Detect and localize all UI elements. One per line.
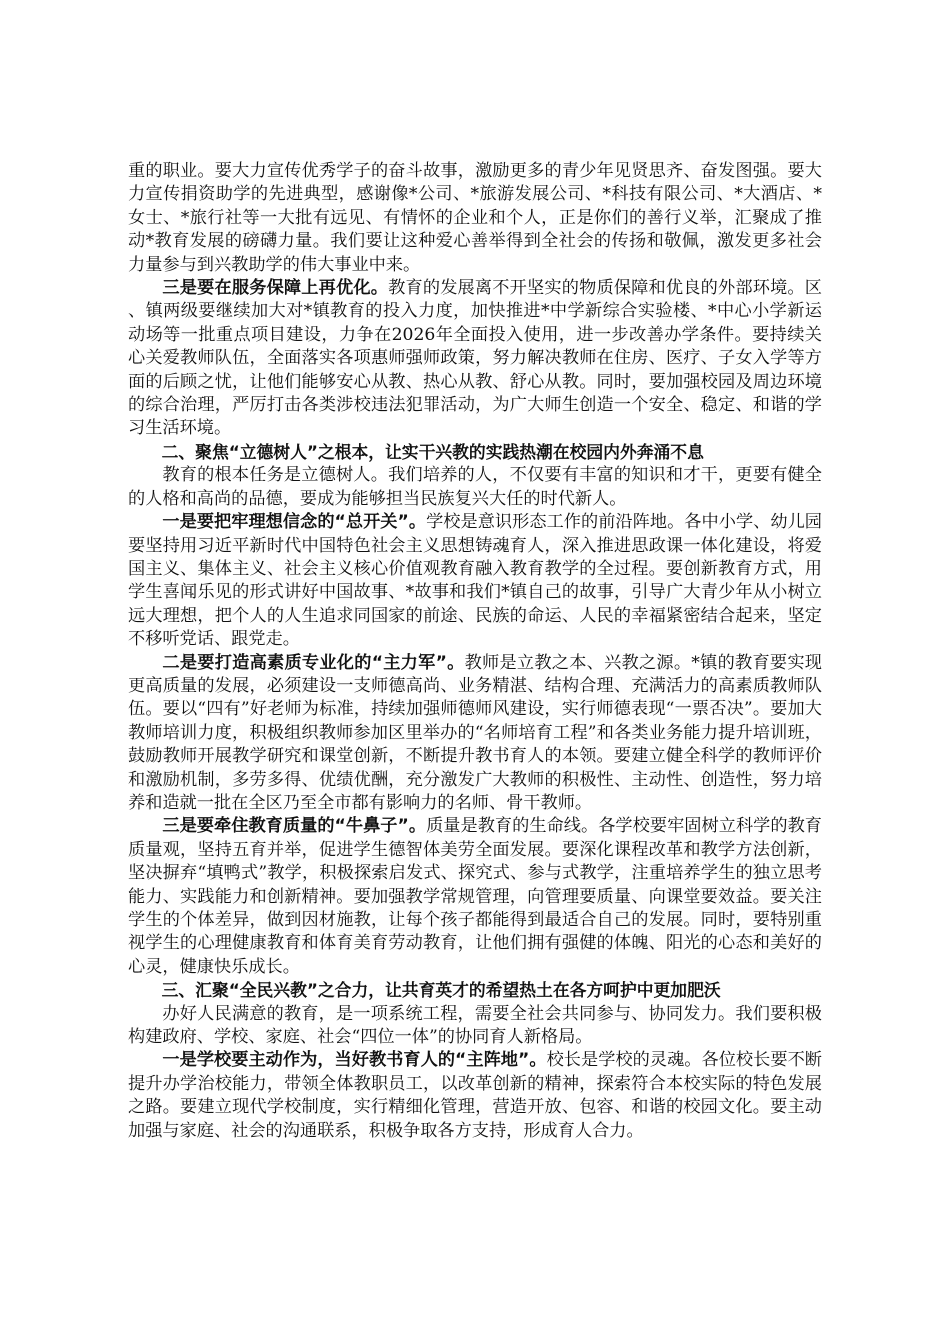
- paragraph-text: 办好人民满意的教育，是一项系统工程，需要全社会共同参与、协同发力。我们要积极构建政府、学校、家庭、社会“四位一体”的协同育人新格局。: [128, 1003, 822, 1048]
- paragraph-text: 教师是立教之本、兴教之源。*镇的教育要实现更高质量的发展，必须建设一支师德高尚、业务精湛、结构合理、充满活力的高素质教师队伍。要以“四有”好老师为标准，持续加强师德师风建设，实行师德表现“一票否决”。要加大教师培训力度，积极组织教师参加区里举办的“名师培育工程”和各类业务能力提升培训班，鼓励教师开展教学研究和课堂创新，不断提升教书育人的本领。要建立健全科学的教师评价和激励机制，多劳多得、优绩优酬，充分激发广大教师的积极性、主动性、创造性，努力培养和造就一批在全区乃至全市都有影响力的名师、骨干教师。: [128, 652, 822, 813]
- paragraph-ideals: [128, 511, 822, 651]
- paragraph-text: 质量是教育的生命线。各学校要牢固树立科学的教育质量观，坚持五育并举，促进学生德智体美劳全面发展。要深化课程改革和教学方法创新，坚决摒弃“填鸭式”教学，积极探索启发式、探究式、参与式教学，注重培养学生的独立思考能力、实践能力和创新精神。要加强教学常规管理，向管理要质量、向课堂要效益。要关注学生的个体差异，做到因材施教，让每个孩子都能得到最适合自己的发展。同时，要特别重视学生的心理健康教育和体育美育劳动教育，让他们拥有强健的体魄、阳光的心态和美好的心灵，健康快乐成长。: [128, 816, 822, 977]
- paragraph-text: 重的职业。要大力宣传优秀学子的奋斗故事，激励更多的青少年见贤思齐、奋发图强。要大力宣传捐资助学的先进典型，感谢像*公司、*旅游发展公司、*科技有限公司、*大酒店、*女士、*旅行社等一大批有远见、有情怀的企业和个人，正是你们的善行义举，汇聚成了推动*教育发展的磅礴力量。我们要让这种爱心善举得到全社会的传扬和敬佩，激发更多社会力量参与到兴教助学的伟大事业中来。: [128, 161, 822, 275]
- paragraph-schools: [128, 1049, 822, 1143]
- paragraph-intro-2: [128, 464, 822, 511]
- paragraph-lead: 三是要在服务保障上再优化。: [162, 278, 389, 299]
- document-body: [128, 160, 822, 1143]
- paragraph-text: 教育的根本任务是立德树人。我们培养的人，不仅要有丰富的知识和才干，更要有健全的人格和高尚的品德，要成为能够担当民族复兴大任的时代新人。: [128, 465, 822, 509]
- section-heading-2: 二、聚焦“立德树人”之根本，让实干兴教的实践热潮在校园内外奔涌不息: [161, 441, 704, 462]
- section-heading-3: 三、汇聚“全民兴教”之合力，让共育英才的希望热土在各方呵护中更加肥沃: [161, 980, 721, 1001]
- paragraph-intro-3: [128, 1003, 822, 1050]
- paragraph-lead: 一是学校要主动作为，当好教书育人的“主阵地”。: [162, 1050, 547, 1071]
- paragraph-lead: 二是要打造高素质专业化的“主力军”。: [162, 652, 465, 673]
- paragraph-service-guarantee: [128, 277, 822, 441]
- paragraph-lead: 三是要牵住教育质量的“牛鼻子”。: [162, 816, 427, 837]
- paragraph-teachers: [128, 652, 822, 816]
- paragraph-quality: [128, 815, 822, 979]
- paragraph-continued: [128, 160, 822, 277]
- paragraph-lead: 一是要把牢理想信念的“总开关”。: [162, 512, 427, 533]
- paragraph-text: 学校是意识形态工作的前沿阵地。各中小学、幼儿园要坚持用习近平新时代中国特色社会主义思想铸魂育人，深入推进思政课一体化建设，将爱国主义、集体主义、社会主义核心价值观教育融入教育教学的全过程。要创新教育方式，用学生喜闻乐见的形式讲好中国故事、*故事和我们*镇自己的故事，引导广大青少年从小树立远大理想，把个人的人生追求同国家的前途、民族的命运、人民的幸福紧密结合起来，坚定不移听党话、跟党走。: [128, 512, 822, 650]
- paragraph-text: 校长是学校的灵魂。各位校长要不断提升办学治校能力，带领全体教职员工，以改革创新的精神，探索符合本校实际的特色发展之路。要建立现代学校制度，实行精细化管理，营造开放、包容、和谐的校园文化。要主动加强与家庭、社会的沟通联系，积极争取各方支持，形成育人合力。: [128, 1050, 822, 1141]
- paragraph-text: 教育的发展离不开坚实的物质保障和优良的外部环境。区、镇两级要继续加大对*镇教育的投入力度，加快推进*中学新综合实验楼、*中心小学新运动场等一批重点项目建设，力争在2026年全面投入使用，进一步改善办学条件。要持续关心关爱教师队伍，全面落实各项惠师强师政策，努力解决教师在住房、医疗、子女入学等方面的后顾之忧，让他们能够安心从教、热心从教、舒心从教。同时，要加强校园及周边环境的综合治理，严厉打击各类涉校违法犯罪活动，为广大师生创造一个安全、稳定、和谐的学习生活环境。: [128, 278, 822, 439]
